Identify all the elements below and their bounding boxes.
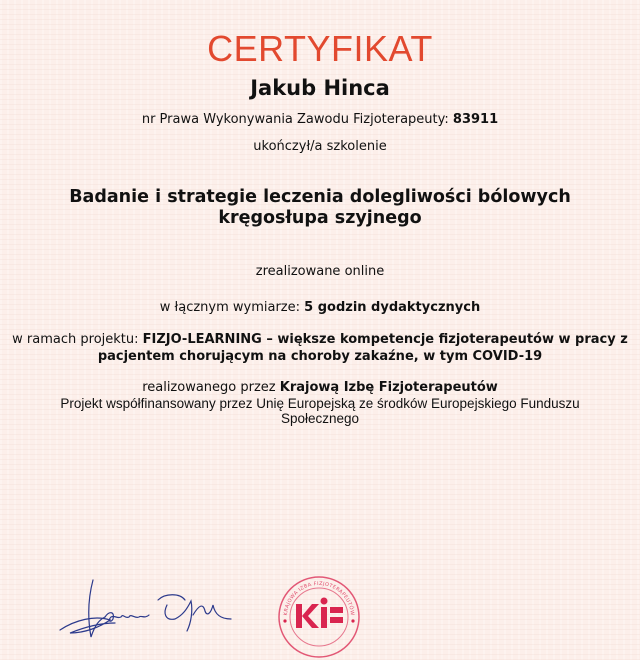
certificate-title: CERTYFIKAT: [207, 28, 433, 69]
project-name: FIZJO-LEARNING – większe kompetencje fizjoterapeutów w pracy z pacjentem chorującym na choroby zakaźne, w tym COVID-19: [97, 332, 628, 364]
kif-stamp-logo: [276, 574, 362, 660]
completed-text: ukończył/a szkolenie: [253, 139, 387, 154]
hours-label: w łącznym wymiarze:: [159, 300, 305, 315]
project-line: [0, 331, 640, 365]
organizer-line: [0, 380, 640, 395]
svg-text:KRAJOWA IZBA FIZJOTERAPEUTÓW: KRAJOWA IZBA FIZJOTERAPEUTÓW: [282, 580, 356, 616]
hours-value: 5 godzin dydaktycznych: [304, 300, 481, 315]
signature-image: [55, 575, 235, 640]
recipient-name: Jakub Hinca: [250, 76, 390, 100]
project-label: w ramach projektu:: [12, 332, 143, 347]
course-title: Badanie i strategie leczenia dolegliwości bólowych kręgosłupa szyjnego: [69, 187, 571, 228]
hours-line: [0, 300, 640, 315]
license-line: [0, 112, 640, 127]
organizer-name: Krajową Izbę Fizjoterapeutów: [279, 380, 498, 395]
funding-text: Projekt współfinansowany przez Unię Europejską ze środków Europejskiego Funduszu Społecznego: [60, 396, 580, 426]
license-label: nr Prawa Wykonywania Zawodu Fizjoterapeuty:: [141, 112, 453, 127]
organizer-label: realizowanego przez: [142, 380, 280, 395]
license-number: 83911: [452, 112, 499, 127]
mode-text: zrealizowane online: [255, 264, 385, 279]
